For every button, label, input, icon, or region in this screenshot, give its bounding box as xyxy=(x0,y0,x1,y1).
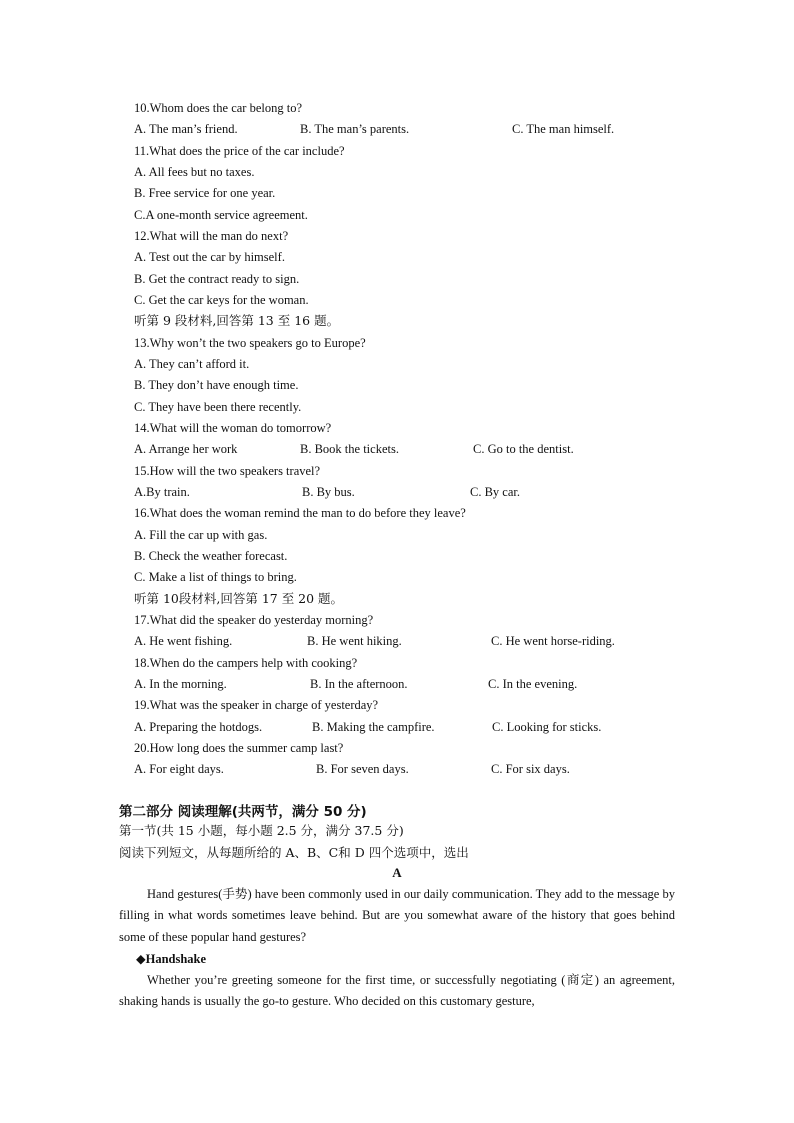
option-a: A. In the morning. xyxy=(134,677,227,691)
option-c: C.A one-month service agreement. xyxy=(134,208,308,222)
question-text: 19.What was the speaker in charge of yesterday? xyxy=(134,698,379,712)
question-text: 16.What does the woman remind the man to do before they leave? xyxy=(134,506,466,520)
question-text: 15.How will the two speakers travel? xyxy=(134,464,321,478)
option-a: A. They can’t afford it. xyxy=(134,357,250,371)
option-b: B. Book the tickets. xyxy=(300,442,399,456)
option-a: A. The man’s friend. xyxy=(134,122,238,136)
option-a: A. Test out the car by himself. xyxy=(134,250,285,264)
passage-label: A xyxy=(392,865,402,880)
question-text: 17.What did the speaker do yesterday morning? xyxy=(134,613,374,627)
option-c: C. Get the car keys for the woman. xyxy=(134,293,309,307)
sub-heading-handshake: ◆Handshake xyxy=(136,952,207,966)
option-b: B. In the afternoon. xyxy=(310,677,408,691)
option-c: C. Go to the dentist. xyxy=(473,442,574,456)
option-b: B. Free service for one year. xyxy=(134,186,276,200)
option-a: A. He went fishing. xyxy=(134,634,233,648)
paragraph-text: Hand gestures(手势) have been commonly used in our daily communication. They add to the message by filling in what words sometimes leave behind. But are you somewhat aware of the history that goes behind some of these popular hand gestures? xyxy=(119,887,675,944)
option-c: C. In the evening. xyxy=(488,677,578,691)
option-a: A. All fees but no taxes. xyxy=(134,165,255,179)
part2-title: 第二部分 阅读理解(共两节，满分 50 分) xyxy=(119,804,367,820)
option-c: C. The man himself. xyxy=(512,122,615,136)
option-b: B. The man’s parents. xyxy=(300,122,410,136)
option-a: A.By train. xyxy=(134,485,190,499)
option-a: A. Fill the car up with gas. xyxy=(134,528,268,542)
question-text: 12.What will the man do next? xyxy=(134,229,289,243)
paragraph-text: Whether you’re greeting someone for the first time, or successfully negotiating (商定) an agreement, shaking hands is usually the go-to gesture. Who decided on this customary gesture, xyxy=(119,973,675,1009)
option-b: B. He went hiking. xyxy=(307,634,402,648)
section-instruction-10: 听第 10段材料,回答第 17 至 20 题。 xyxy=(134,591,344,606)
question-text: 10.Whom does the car belong to? xyxy=(134,101,303,115)
section-instruction-9: 听第 9 段材料,回答第 13 至 16 题。 xyxy=(134,313,340,328)
question-text: 20.How long does the summer camp last? xyxy=(134,741,344,755)
question-text: 13.Why won’t the two speakers go to Europe? xyxy=(134,336,366,350)
option-c: C. Make a list of things to bring. xyxy=(134,570,297,584)
option-c: C. For six days. xyxy=(491,762,570,776)
option-c: C. Looking for sticks. xyxy=(492,720,602,734)
option-a: A. Preparing the hotdogs. xyxy=(134,720,263,734)
option-b: B. Check the weather forecast. xyxy=(134,549,288,563)
option-c: C. By car. xyxy=(470,485,520,499)
option-c: C. He went horse-riding. xyxy=(491,634,615,648)
option-b: B. Get the contract ready to sign. xyxy=(134,272,300,286)
passage-paragraph-2 xyxy=(119,970,675,1013)
question-text: 18.When do the campers help with cooking? xyxy=(134,656,358,670)
part2-section1: 第一节(共 15 小题，每小题 2.5 分，满分 37.5 分) xyxy=(119,823,404,838)
option-a: A. For eight days. xyxy=(134,762,224,776)
question-text: 11.What does the price of the car include? xyxy=(134,144,345,158)
part2-instruction: 阅读下列短文，从每题所给的 A、B、C和 D 四个选项中，选出 xyxy=(119,845,469,860)
option-a: A. Arrange her work xyxy=(134,442,238,456)
option-b: B. For seven days. xyxy=(316,762,409,776)
option-b: B. They don’t have enough time. xyxy=(134,378,299,392)
option-b: B. By bus. xyxy=(302,485,355,499)
question-text: 14.What will the woman do tomorrow? xyxy=(134,421,332,435)
passage-paragraph-1 xyxy=(119,884,675,948)
option-b: B. Making the campfire. xyxy=(312,720,435,734)
option-c: C. They have been there recently. xyxy=(134,400,302,414)
